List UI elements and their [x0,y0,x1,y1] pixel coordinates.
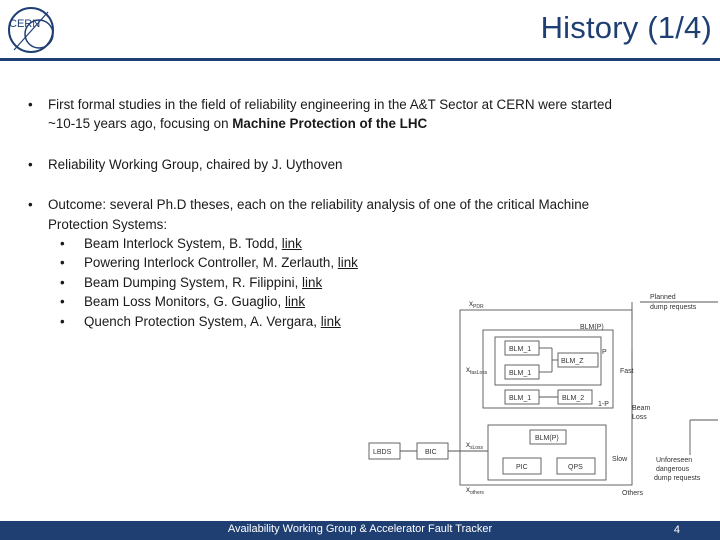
bullet-text: Outcome: several Ph.D theses, each on the reliability analysis of one of the critical Machine Protection Systems: [48,197,590,232]
sub-bullet-text: Powering Interlock Controller, M. Zerlauth, [84,255,338,271]
p-label: P [602,349,607,356]
lbds-label: LBDS [373,449,392,456]
blm-parallel-frame [495,337,601,385]
planned-label: dump requests [650,304,697,311]
pic-label: PIC [516,464,528,471]
sub-bullet-glyph: • [60,236,65,252]
page-number: 4 [673,524,680,536]
blm-label: BLM_Z [561,358,584,365]
slide-header [0,0,720,60]
bullet-glyph: • [28,197,33,213]
thesis-link[interactable]: link [281,236,302,252]
sub-bullet-text: Beam Loss Monitors, G. Guaglio, [84,294,285,310]
blm-p-top-label: BLM(P) [580,324,604,331]
cern-logo-text: CERN [9,18,41,30]
thesis-link[interactable]: link [284,294,306,310]
sub-bullet-text: Beam Interlock System, B. Todd, [84,236,282,252]
blm-label: BLM_1 [509,395,532,402]
slow-label: Slow [612,456,628,463]
sub-bullet-item [48,253,638,272]
unforeseen-label: dump requests [654,475,701,482]
sub-bullet-glyph: • [60,255,65,271]
header-divider [0,58,720,61]
beam-loss-label: Beam [632,405,651,412]
thesis-link[interactable]: link [337,255,358,271]
slide-title: History (1/4) [540,10,712,45]
thesis-link[interactable]: link [302,274,323,290]
x-slow-label: $x_{sLoss}$ [466,440,484,451]
beam-loss-label: Loss [632,414,647,421]
others-label: Others [622,490,644,497]
blm-label: BLM_2 [562,395,585,402]
qps-label: QPS [568,464,583,471]
sub-bullet-item [48,234,638,253]
bullet-glyph: • [28,97,33,112]
sub-bullet-glyph: • [60,313,65,329]
unforeseen-label: Unforeseen [656,457,693,464]
reliability-block-diagram [366,290,720,502]
slide-footer [0,521,720,540]
fast-label: Fast [620,368,634,375]
sub-bullet-text: Beam Dumping System, R. Filippini, [84,274,303,290]
blm-label: BLM_1 [509,346,532,353]
bic-label: BIC [425,449,437,456]
bullet-item [28,95,638,134]
sub-bullet-glyph: • [60,274,65,290]
bullet-glyph: • [28,156,33,172]
cern-logo [4,4,58,56]
bullet-emphasis: Machine Protection of the LHC [232,116,428,132]
x-fast-label: $x_{fasLoss}$ [466,365,488,376]
slow-loss-frame [488,425,606,480]
bullet-text: First formal studies in the field of reliability engineering in the A&T Sector at CERN were started ~10-15 years ago, focusing on [48,97,612,132]
x-pdr-label: $x_{PDR}$ [469,299,484,310]
fast-loss-frame [483,330,613,408]
bullet-text: Reliability Working Group, chaired by J. Uythoven [48,156,343,172]
thesis-link[interactable]: link [320,313,341,329]
one-minus-p-label: 1-P [598,401,609,408]
unforeseen-label: dangerous [656,466,690,473]
planned-label: Planned [650,294,676,301]
x-others-label: $x_{others}$ [466,485,484,496]
blm-p-bottom-label: BLM(P) [535,435,559,442]
footer-text: Availability Working Group & Accelerator Fault Tracker [227,523,493,535]
bullet-item [28,155,638,174]
sub-bullet-text: Quench Protection System, A. Vergara, [84,313,321,329]
sub-bullet-glyph: • [60,294,65,310]
blm-label: BLM_1 [509,370,532,377]
